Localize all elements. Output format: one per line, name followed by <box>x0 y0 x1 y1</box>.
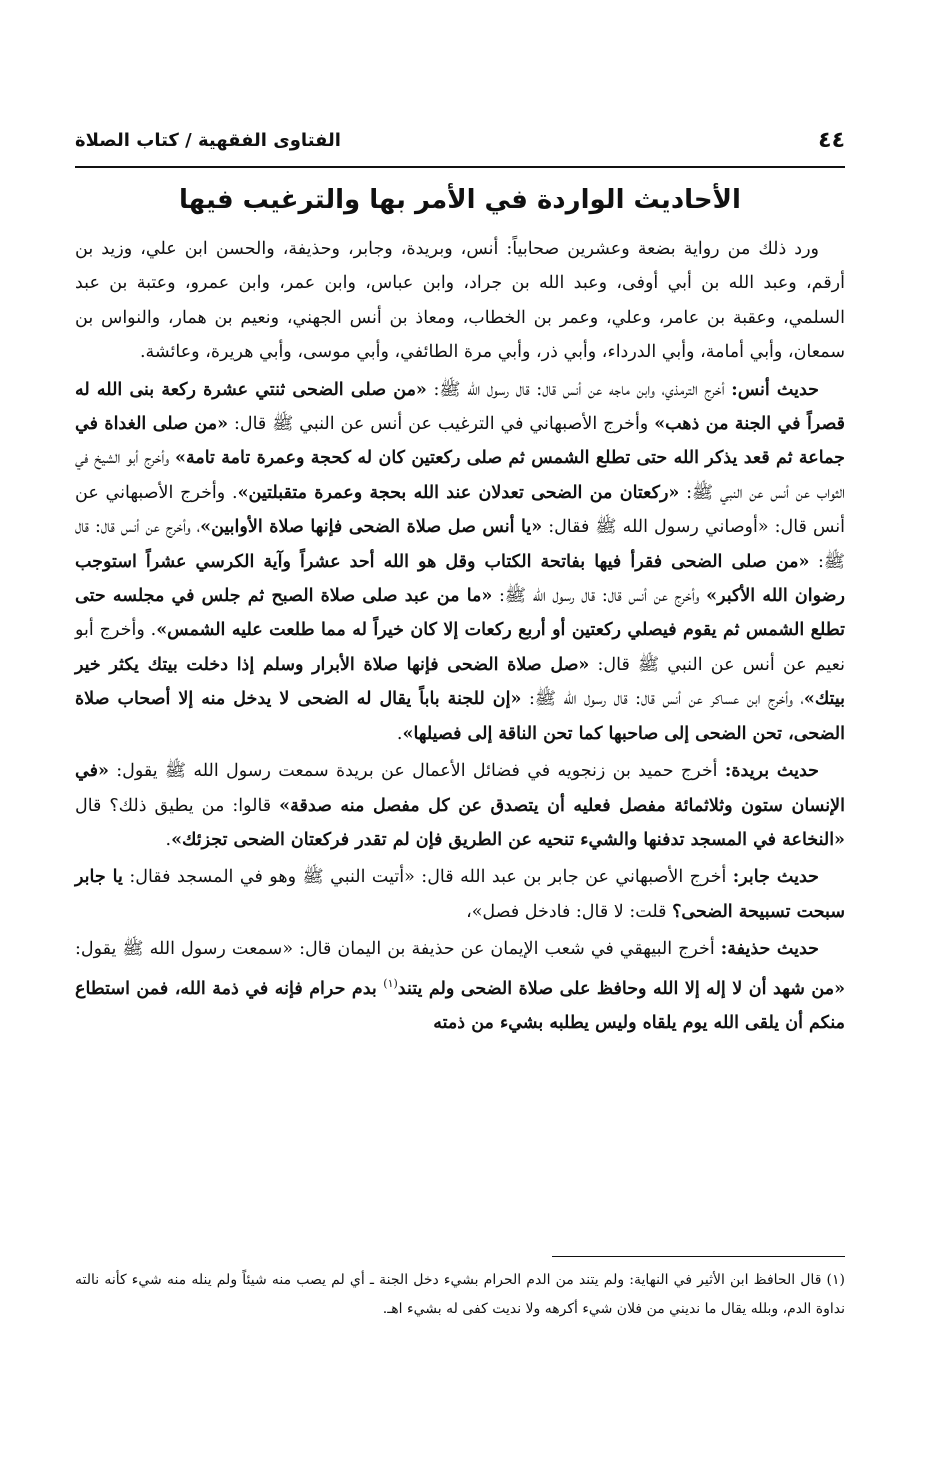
page-header <box>75 122 845 162</box>
hadith-quote: «صل صلاة الضحى فإنها صلاة الأبرار وسلم إذا دخلت بيتك يكثر خير بيتك» <box>75 654 845 710</box>
hadith-anas-paragraph <box>75 373 845 751</box>
hadith-quote: «من شهد أن لا إله إلا الله وحافظ على صلاة الضحى ولم يتند <box>397 978 846 999</box>
text-segment: . <box>396 723 403 744</box>
running-title: الفتاوى الفقهية / كتاب الصلاة <box>75 130 341 151</box>
hadith-jabir-lead: حديث جابر: <box>732 867 819 888</box>
text-segment: ، وأخرج ابن عساكر عن أنس قال: قال رسول الله ﷺ: <box>521 689 804 710</box>
footnote-text: (١) قال الحافظ ابن الأثير في النهاية: ولم يتند من الدم الحرام بشيء دخل الجنة ـ أي لم يصب منه شيئاً ولم ينله منه شيء كأنه نالته نداوة الدم، وبلله يقال ما نديني من فلان شيء أكرهه ولا نديت كفى له بشيء اهـ. <box>75 1272 845 1317</box>
text-segment: . وأخرج أبو نعيم عن أنس عن النبي ﷺ قال: <box>75 620 845 675</box>
page-number: ٤٤ <box>818 128 845 153</box>
text-segment: أخرج الأصبهاني عن جابر بن عبد الله قال: «أتيت النبي ﷺ وهو في المسجد فقال: <box>122 867 733 888</box>
text-segment: . وأخرج الأصبهاني عن أنس قال: «أوصاني رسول الله ﷺ فقال: <box>75 482 846 538</box>
hadith-quote: «يا أنس صل صلاة الضحى فإنها صلاة الأوابين» <box>200 517 543 538</box>
hadith-anas-lead: حديث أنس: <box>731 379 819 400</box>
text-segment: أخرج البيهقي في شعب الإيمان عن حذيفة بن اليمان قال: «سمعت رسول الله ﷺ يقول: <box>75 939 721 960</box>
text-segment: أخرج الترمذي، وابن ماجه عن أنس قال: قال رسول الله ﷺ: <box>426 379 732 400</box>
text-segment: قالوا: من يطيق ذلك؟ قال <box>75 795 280 816</box>
hadith-buraydah-lead: حديث بريدة: <box>724 761 819 782</box>
text-segment: وأخرج الأصبهاني في الترغيب عن أنس عن النبي ﷺ قال: <box>228 414 655 435</box>
hadith-quote: بدم حرام فإنه في ذمة الله، فمن استطاع منكم أن يلقى الله يوم يلقاه وليس يطلبه بشيء من ذمته <box>75 978 845 1033</box>
text-segment: أخرج حميد بن زنجويه في فضائل الأعمال عن بريدة سمعت رسول الله ﷺ يقول: <box>108 761 725 782</box>
footnote <box>75 1266 845 1324</box>
hadith-hudhayfah-paragraph <box>75 932 845 1040</box>
hadith-quote: «ما من عبد صلى صلاة الصبح ثم جلس في مجلسه حتى تطلع الشمس ثم يقوم فيصلي ركعتين أو أربع ركعات إلا كان خيراً له مما طلعت عليه الشمس» <box>75 586 845 641</box>
hadith-quote: «من صلى الغداة في جماعة ثم قعد يذكر الله حتى تطلع الشمس ثم صلى ركعتين كان له كحجة وعمرة تامة تامة» <box>75 414 846 469</box>
intro-paragraph: ورد ذلك من رواية بضعة وعشرين صحابياً: أنس، وبريدة، وجابر، وحذيفة، والحسن ابن علي، وزيد بن أرقم، وعبد الله بن أبي أوفى، وعبد الله بن جراد، وابن عباس، وابن عمر، وابن عمرو، وعتبة بن عبد السلمي، وعقبة بن عامر، وعلي، وعمر بن الخطاب، ومعاذ بن أنس الجهني، ونعيم بن همار، والنواس بن سمعان، وأبي أمامة، وأبي الدرداء، وأبي ذر، وأبي مرة الطائفي، وأبي موسى، وأبي هريرة، وعائشة. <box>75 239 845 363</box>
footnote-marker[interactable]: (١) <box>383 976 398 990</box>
hadith-buraydah-paragraph <box>75 754 845 857</box>
hadith-quote: «من صلى الضحى ثنتي عشرة ركعة بنى الله له قصراً في الجنة من ذهب» <box>75 379 846 435</box>
hadith-quote: «النخاعة في المسجد تدفنها والشيء تنحيه عن الطريق فإن لم تقدر فركعتان الضحى تجزئك» <box>171 829 845 850</box>
main-text <box>75 232 845 1043</box>
hadith-quote: «في الإنسان ستون وثلاثمائة مفصل فعليه أن يتصدق عن كل مفصل منه صدقة» <box>75 761 845 816</box>
header-divider <box>75 166 845 168</box>
text-segment: ، وأخرج عن أنس قال: قال ﷺ: <box>75 517 845 572</box>
hadith-quote: «ركعتان من الضحى تعدلان عند الله بحجة وعمرة متقبلتين» <box>237 482 680 503</box>
text-segment: وأخرج أبو الشيخ في الثواب عن أنس عن النبي ﷺ: <box>75 448 845 503</box>
text-segment: . <box>165 829 172 850</box>
hadith-jabir-paragraph <box>75 860 845 929</box>
hadith-hudhayfah-lead: حديث حذيفة: <box>720 939 819 960</box>
hadith-quote: «إن للجنة باباً يقال له الضحى لا يدخل منه إلا أصحاب صلاة الضحى، تحن الضحى إلى صاحبها كما تحن الناقة إلى فصيلها» <box>75 689 845 744</box>
text-segment: وأخرج عن أنس قال: قال رسول الله ﷺ: <box>492 586 707 607</box>
hadith-quote: يا جابر سبحت تسبيحة الضحى؟ <box>75 867 845 922</box>
footnote-divider <box>552 1256 845 1257</box>
text-segment: قلت: لا قال: فادخل فصل»، <box>466 901 673 922</box>
hadith-quote: «من صلى الضحى فقرأ فيها بفاتحة الكتاب وقل هو الله أحد عشراً وآية الكرسي عشراً استوجب رضوان الله الأكبر» <box>75 551 845 607</box>
section-heading: الأحاديث الواردة في الأمر بها والترغيب فيها <box>179 185 741 215</box>
